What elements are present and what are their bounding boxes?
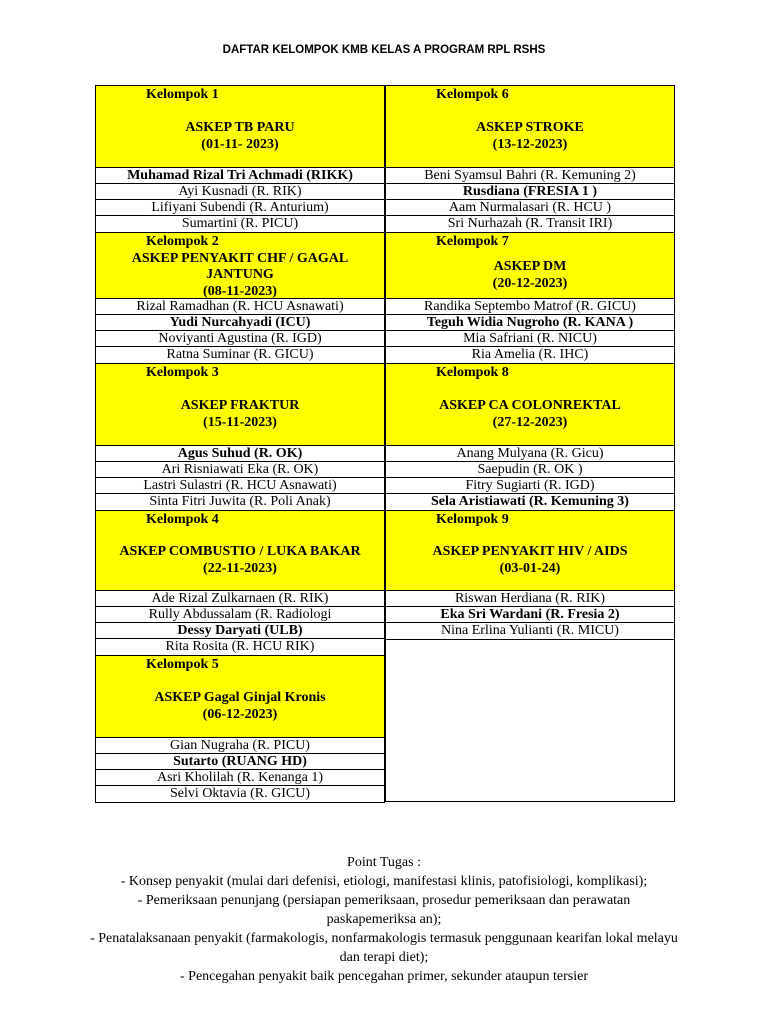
group-topic-block xyxy=(96,106,384,167)
group-header xyxy=(386,364,674,446)
member-row: Ade Rizal Zulkarnaen (R. RIK) xyxy=(96,591,384,607)
member-row: Randika Septembo Matrof (R. GICU) xyxy=(386,299,674,315)
member-row: Anang Mulyana (R. Gicu) xyxy=(386,446,674,462)
member-row: Aam Nurmalasari (R. HCU ) xyxy=(386,200,674,216)
member-row: Noviyanti Agustina (R. IGD) xyxy=(96,331,384,347)
member-row: Fitry Sugiarti (R. IGD) xyxy=(386,478,674,494)
group-date: (27-12-2023) xyxy=(492,415,568,430)
group-header xyxy=(96,86,384,168)
member-row: Nina Erlina Yulianti (R. MICU) xyxy=(441,623,619,638)
group-header xyxy=(96,656,384,738)
group-header xyxy=(96,364,384,446)
member-row: Mia Safriani (R. NICU) xyxy=(386,331,674,347)
member-row: Lastri Sulastri (R. HCU Asnawati) xyxy=(96,478,384,494)
member-row: Eka Sri Wardani (R. Fresia 2) xyxy=(386,607,674,623)
task-points xyxy=(0,853,768,986)
member-row: Beni Syamsul Bahri (R. Kemuning 2) xyxy=(386,168,674,184)
group-topic-block xyxy=(386,106,674,167)
group-topic: ASKEP TB PARU xyxy=(185,120,295,135)
group-header xyxy=(386,233,674,299)
group-label: Kelompok 9 xyxy=(436,512,509,527)
group-table xyxy=(95,655,385,803)
group-topic: ASKEP COMBUSTIO / LUKA BAKAR xyxy=(119,544,361,559)
group-topic: ASKEP DM xyxy=(493,259,567,274)
group-date: (22-11-2023) xyxy=(203,561,277,576)
task-item: - Konsep penyakit (mulai dari defenisi, etiologi, manifestasi klinis, patofisiologi, komplikasi); xyxy=(120,874,648,889)
member-row: Ria Amelia (R. IHC) xyxy=(471,347,589,362)
member-row: Yudi Nurcahyadi (ICU) xyxy=(96,315,384,331)
member-row: Rita Rosita (R. HCU RIK) xyxy=(165,639,315,654)
member-row: Saepudin (R. OK ) xyxy=(386,462,674,478)
group-topic-block xyxy=(96,531,384,590)
group-topic-block xyxy=(96,253,384,298)
member-row: Ratna Suminar (R. GICU) xyxy=(166,347,314,362)
group-table xyxy=(95,85,385,233)
group-header xyxy=(386,86,674,168)
member-row: Gian Nugraha (R. PICU) xyxy=(96,738,384,754)
group-date: (06-12-2023) xyxy=(202,707,278,722)
group-table xyxy=(385,510,675,640)
group-topic-block xyxy=(386,384,674,445)
group-label: Kelompok 1 xyxy=(146,87,219,102)
group-label: Kelompok 7 xyxy=(436,234,509,249)
member-row: Ari Risniawati Eka (R. OK) xyxy=(96,462,384,478)
member-row: Agus Suhud (R. OK) xyxy=(96,446,384,462)
group-label: Kelompok 5 xyxy=(146,657,219,672)
task-item: - Pemeriksaan penunjang (persiapan pemeriksaan, prosedur pemeriksaan dan perawatan paskapemeriksa an); xyxy=(137,893,631,927)
group-topic: ASKEP PENYAKIT CHF / GAGAL JANTUNG xyxy=(131,251,349,282)
member-row: Ayi Kusnadi (R. RIK) xyxy=(96,184,384,200)
group-label: Kelompok 6 xyxy=(436,87,509,102)
task-heading: Point Tugas : xyxy=(347,855,421,870)
member-row: Asri Kholilah (R. Kenanga 1) xyxy=(96,770,384,786)
group-topic: ASKEP STROKE xyxy=(476,120,584,135)
group-topic: ASKEP CA COLONREKTAL xyxy=(439,398,621,413)
group-date: (20-12-2023) xyxy=(492,276,568,291)
group-table xyxy=(385,85,675,233)
group-table xyxy=(95,510,385,656)
member-row: Sumartini (R. PICU) xyxy=(181,216,299,231)
group-label: Kelompok 4 xyxy=(146,512,219,527)
task-item: - Penatalaksanaan penyakit (farmakologis, nonfarmakologis termasuk penggunaan kearifan lokal melayu dan terapi diet); xyxy=(90,931,678,965)
group-header xyxy=(96,233,384,299)
group-table xyxy=(95,232,385,364)
member-row: Sinta Fitri Juwita (R. Poli Anak) xyxy=(149,494,331,509)
group-date: (13-12-2023) xyxy=(492,137,568,152)
left-group-column xyxy=(95,86,385,803)
empty-table-cell xyxy=(385,640,675,802)
member-row: Selvi Oktavia (R. GICU) xyxy=(170,786,310,801)
member-row: Muhamad Rizal Tri Achmadi (RIKK) xyxy=(96,168,384,184)
group-label: Kelompok 3 xyxy=(146,365,219,380)
member-row: Rully Abdussalam (R. Radiologi xyxy=(96,607,384,623)
group-date: (01-11- 2023) xyxy=(201,137,279,152)
member-row: Dessy Daryati (ULB) xyxy=(96,623,384,639)
group-topic: ASKEP PENYAKIT HIV / AIDS xyxy=(432,544,628,559)
group-header xyxy=(96,511,384,591)
document-title: DAFTAR KELOMPOK KMB KELAS A PROGRAM RPL RSHS xyxy=(222,44,546,56)
group-topic-block xyxy=(96,384,384,445)
group-label: Kelompok 2 xyxy=(146,234,219,249)
group-header xyxy=(386,511,674,591)
member-row: Sutarto (RUANG HD) xyxy=(96,754,384,770)
group-date: (15-11-2023) xyxy=(203,415,277,430)
group-table xyxy=(385,232,675,364)
group-topic-block xyxy=(386,531,674,590)
group-topic: ASKEP Gagal Ginjal Kronis xyxy=(154,690,326,705)
member-row: Sela Aristiawati (R. Kemuning 3) xyxy=(431,494,629,509)
group-topic: ASKEP FRAKTUR xyxy=(180,398,300,413)
group-date: (03-01-24) xyxy=(499,561,561,576)
group-label: Kelompok 8 xyxy=(436,365,509,380)
group-topic-block xyxy=(386,253,674,298)
task-item: - Pencegahan penyakit baik pencegahan primer, sekunder ataupun tersier xyxy=(180,969,588,984)
group-topic-block xyxy=(96,676,384,737)
group-date: (08-11-2023) xyxy=(203,284,277,299)
member-row: Rusdiana (FRESIA 1 ) xyxy=(386,184,674,200)
member-row: Sri Nurhazah (R. Transit IRI) xyxy=(447,216,613,231)
member-row: Teguh Widia Nugroho (R. KANA ) xyxy=(386,315,674,331)
member-row: Lifiyani Subendi (R. Anturium) xyxy=(96,200,384,216)
member-row: Rizal Ramadhan (R. HCU Asnawati) xyxy=(96,299,384,315)
right-group-column xyxy=(385,86,675,802)
group-table xyxy=(95,363,385,511)
member-row: Riswan Herdiana (R. RIK) xyxy=(386,591,674,607)
group-table xyxy=(385,363,675,511)
